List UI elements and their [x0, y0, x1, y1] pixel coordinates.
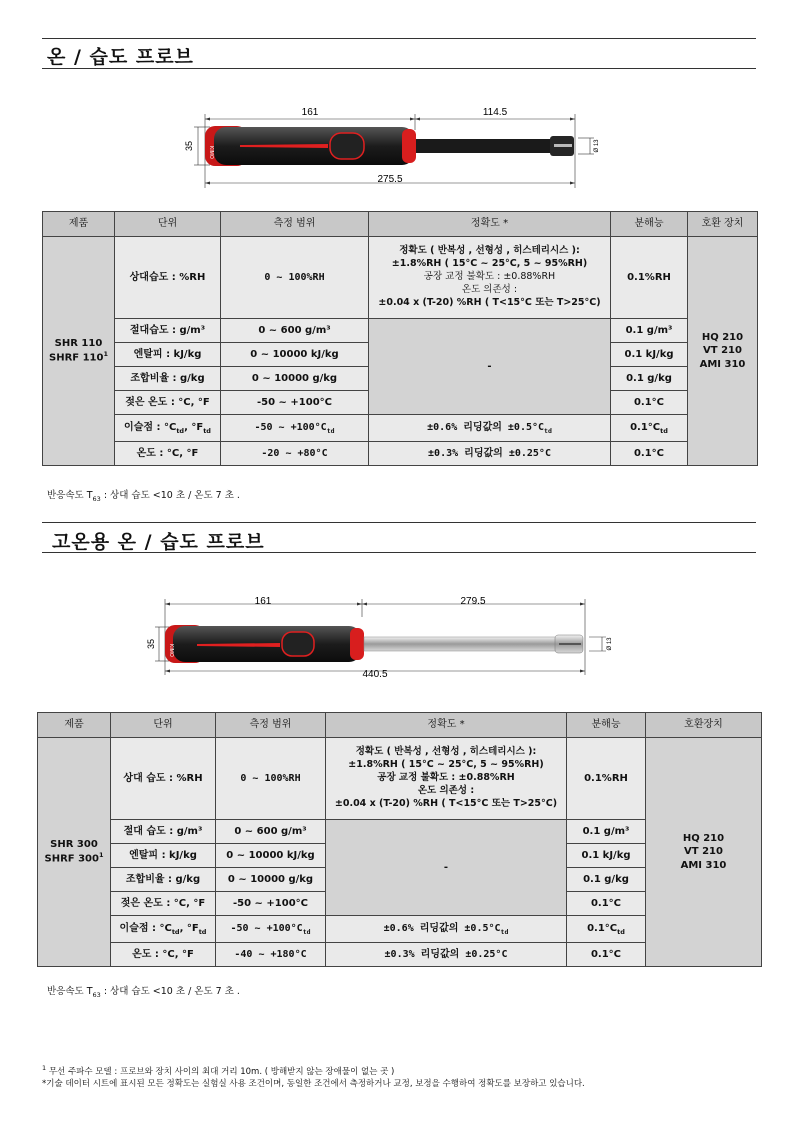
- response-time-note: 반응속도 $T_{63}$ : 상대 습도 <10 초 / 온도 7 초 .: [47, 490, 240, 503]
- unit-mixing-ratio: 조합비율 : g/kg: [115, 367, 221, 391]
- unit-wet-bulb: 젖은 온도 : °C, °F: [111, 892, 216, 916]
- range-mixing-ratio: 0 ~ 10000 g/kg: [221, 367, 369, 391]
- header-unit: 단위: [111, 713, 216, 738]
- devices-cell: HQ 210 VT 210 AMI 310: [688, 237, 758, 466]
- product-cell: SHR 110 SHRF $110^1$: [43, 237, 115, 466]
- accuracy-merged: -: [369, 319, 611, 415]
- res-rh: 0.1%RH: [567, 738, 646, 820]
- res-abs-humidity: 0.1 g/m³: [611, 319, 688, 343]
- spec-table: [42, 211, 758, 466]
- header-product: 제품: [43, 212, 115, 237]
- section-rule-bottom: [42, 552, 756, 553]
- accuracy-rh: 정확도 ( 반복성 , 선형성 , 히스테리시스 ): ±1.8%RH ( 15°C ~ 25°C, 5 ~ 95%RH) 공장 교정 불확도 : ±0.88%RH 온도 의존성 : ±0.04 x (T-20) %RH ( T<15°C 또는 T>25°C): [369, 237, 611, 319]
- range-rh: 0 ~ 100%RH: [221, 237, 369, 319]
- accuracy-temperature: ±0.3% 리딩값의 ±0.25°C: [369, 442, 611, 466]
- res-dew-point: $0.1^\circ C_{td}$: [567, 916, 646, 943]
- range-abs-humidity: 0 ~ 600 g/m³: [216, 820, 326, 844]
- range-wet-bulb: -50 ~ +100°C: [221, 391, 369, 415]
- res-mixing-ratio: 0.1 g/kg: [567, 868, 646, 892]
- accuracy-dew-point: ±0.6% 리딩값의 $\pm 0.5^\circ C_{td}$: [369, 415, 611, 442]
- header-product: 제품: [38, 713, 111, 738]
- unit-temperature: 온도 : °C, °F: [111, 943, 216, 967]
- header-range: 측정 범위: [221, 212, 369, 237]
- devices-cell: HQ 210 VT 210 AMI 310: [646, 738, 762, 967]
- range-temperature: -20 ~ +80°C: [221, 442, 369, 466]
- probe-drawing: [145, 595, 625, 680]
- res-mixing-ratio: 0.1 g/kg: [611, 367, 688, 391]
- section-rule-top: [42, 522, 756, 523]
- range-abs-humidity: 0 ~ 600 g/m³: [221, 319, 369, 343]
- section-title: 온 / 습도 프로브: [47, 46, 194, 68]
- res-temperature: 0.1°C: [611, 442, 688, 466]
- range-enthalpy: 0 ~ 10000 kJ/kg: [216, 844, 326, 868]
- dim-tip-length: 279.5: [460, 596, 486, 607]
- res-wet-bulb: 0.1°C: [611, 391, 688, 415]
- res-abs-humidity: 0.1 g/m³: [567, 820, 646, 844]
- dim-height: 35: [146, 638, 156, 650]
- unit-enthalpy: 엔탈피 : kJ/kg: [115, 343, 221, 367]
- section-rule-bottom: [42, 68, 756, 69]
- footnote-accuracy: *기술 데이터 시트에 표시된 모든 정확도는 실험실 사용 조건이며, 동일한 조건에서 측정하거나 교정, 보정을 수행하여 정확도를 보장하고 있습니다.: [42, 1078, 585, 1089]
- dim-grip-length: 161: [254, 596, 272, 607]
- unit-enthalpy: 엔탈피 : kJ/kg: [111, 844, 216, 868]
- section-title: 고온용 온 / 습도 프로브: [52, 531, 265, 553]
- header-range: 측정 범위: [216, 713, 326, 738]
- unit-mixing-ratio: 조합비율 : g/kg: [111, 868, 216, 892]
- accuracy-dew-point: ±0.6% 리딩값의 $\pm 0.5^\circ C_{td}$: [326, 916, 567, 943]
- header-unit: 단위: [115, 212, 221, 237]
- unit-rh: 상대습도 : %RH: [115, 237, 221, 319]
- header-resolution: 분해능: [567, 713, 646, 738]
- dim-diameter: Ø 13: [594, 139, 600, 153]
- header-accuracy: 정확도 *: [369, 212, 611, 237]
- footnotes: [42, 1064, 585, 1091]
- accuracy-rh: 정확도 ( 반복성 , 선형성 , 히스테리시스 ): ±1.8%RH ( 15°C ~ 25°C, 5 ~ 95%RH) 공장 교정 불확도 : ±0.88%RH 온도 의존성 : ±0.04 x (T-20) %RH ( T<15°C 또는 T>25°C): [326, 738, 567, 820]
- dim-tip-length: 114.5: [482, 107, 508, 118]
- res-wet-bulb: 0.1°C: [567, 892, 646, 916]
- footnote-rf: $^1$ 무선 주파수 모델 : 프로브와 장치 사이의 최대 거리 10m. ( 방해받지 않는 장애물이 없는 곳 ): [42, 1064, 395, 1077]
- range-temperature: -40 ~ +180°C: [216, 943, 326, 967]
- header-devices: 호환 장치: [688, 212, 758, 237]
- accuracy-temperature: ±0.3% 리딩값의 ±0.25°C: [326, 943, 567, 967]
- unit-dew-point: 이슬점 : $^\circ C_{td}$, $^\circ F_{td}$: [111, 916, 216, 943]
- unit-abs-humidity: 절대 습도 : g/m³: [111, 820, 216, 844]
- range-enthalpy: 0 ~ 10000 kJ/kg: [221, 343, 369, 367]
- unit-rh: 상대 습도 : %RH: [111, 738, 216, 820]
- product-cell: SHR 300 SHRF $300^1$: [38, 738, 111, 967]
- dim-height: 35: [184, 140, 194, 152]
- res-temperature: 0.1°C: [567, 943, 646, 967]
- res-dew-point: $0.1^\circ C_{td}$: [611, 415, 688, 442]
- unit-abs-humidity: 절대습도 : g/m³: [115, 319, 221, 343]
- dim-total-length: 275.5: [377, 174, 403, 185]
- res-enthalpy: 0.1 kJ/kg: [567, 844, 646, 868]
- unit-wet-bulb: 젖은 온도 : °C, °F: [115, 391, 221, 415]
- unit-temperature: 온도 : °C, °F: [115, 442, 221, 466]
- res-rh: 0.1%RH: [611, 237, 688, 319]
- range-dew-point: -50 ~ $+100^\circ C_{td}$: [216, 916, 326, 943]
- dim-diameter: Ø 13: [607, 637, 613, 651]
- range-rh: 0 ~ 100%RH: [216, 738, 326, 820]
- brand-label: KIMO: [168, 644, 174, 657]
- probe-drawing: [180, 100, 600, 195]
- range-dew-point: -50 ~ $+100^\circ C_{td}$: [221, 415, 369, 442]
- unit-dew-point: 이슬점 : $^\circ C_{td}$, $^\circ F_{td}$: [115, 415, 221, 442]
- range-wet-bulb: -50 ~ +100°C: [216, 892, 326, 916]
- accuracy-merged: -: [326, 820, 567, 916]
- dim-grip-length: 161: [301, 107, 319, 118]
- header-accuracy: 정확도 *: [326, 713, 567, 738]
- dim-total-length: 440.5: [362, 669, 388, 680]
- header-devices: 호환장치: [646, 713, 762, 738]
- section-rule-top: [42, 38, 756, 39]
- spec-table: [37, 712, 762, 967]
- response-time-note: 반응속도 $T_{63}$ : 상대 습도 <10 초 / 온도 7 초 .: [47, 986, 240, 999]
- brand-label: KIMO: [208, 146, 214, 159]
- header-resolution: 분해능: [611, 212, 688, 237]
- res-enthalpy: 0.1 kJ/kg: [611, 343, 688, 367]
- range-mixing-ratio: 0 ~ 10000 g/kg: [216, 868, 326, 892]
